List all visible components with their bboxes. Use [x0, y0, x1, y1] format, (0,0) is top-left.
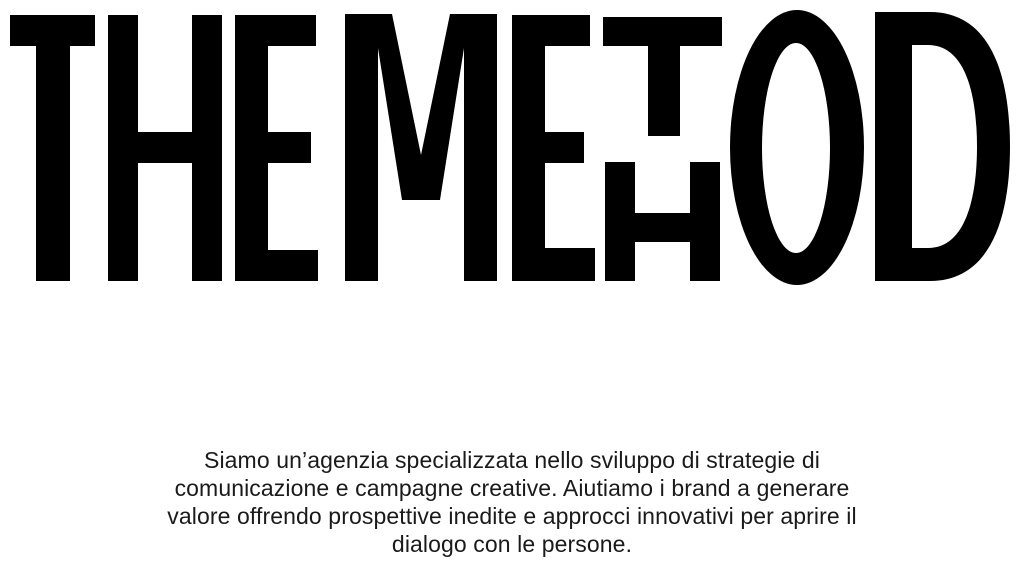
letter-d	[875, 12, 1010, 281]
intro-paragraph	[0, 446, 1024, 558]
letter-t-2-stacked	[603, 17, 722, 136]
intro-line-3: valore offrendo prospettive inedite e approcci innovativi per aprire il	[167, 503, 857, 529]
letter-e-1	[235, 15, 318, 281]
letter-e-2	[512, 15, 595, 281]
letter-h-2-stacked	[605, 162, 720, 281]
letter-t-1	[10, 15, 95, 281]
intro-line-2: comunicazione e campagne creative. Aiutiamo i brand a generare	[174, 475, 850, 501]
letter-o	[730, 10, 864, 285]
intro-line-1: Siamo un’agenzia specializzata nello sviluppo di strategie di	[204, 447, 820, 473]
letter-h-1	[108, 15, 222, 281]
letter-m	[345, 14, 497, 281]
logo-letters	[10, 10, 1010, 285]
intro-line-4: dialogo con le persone.	[391, 531, 633, 557]
